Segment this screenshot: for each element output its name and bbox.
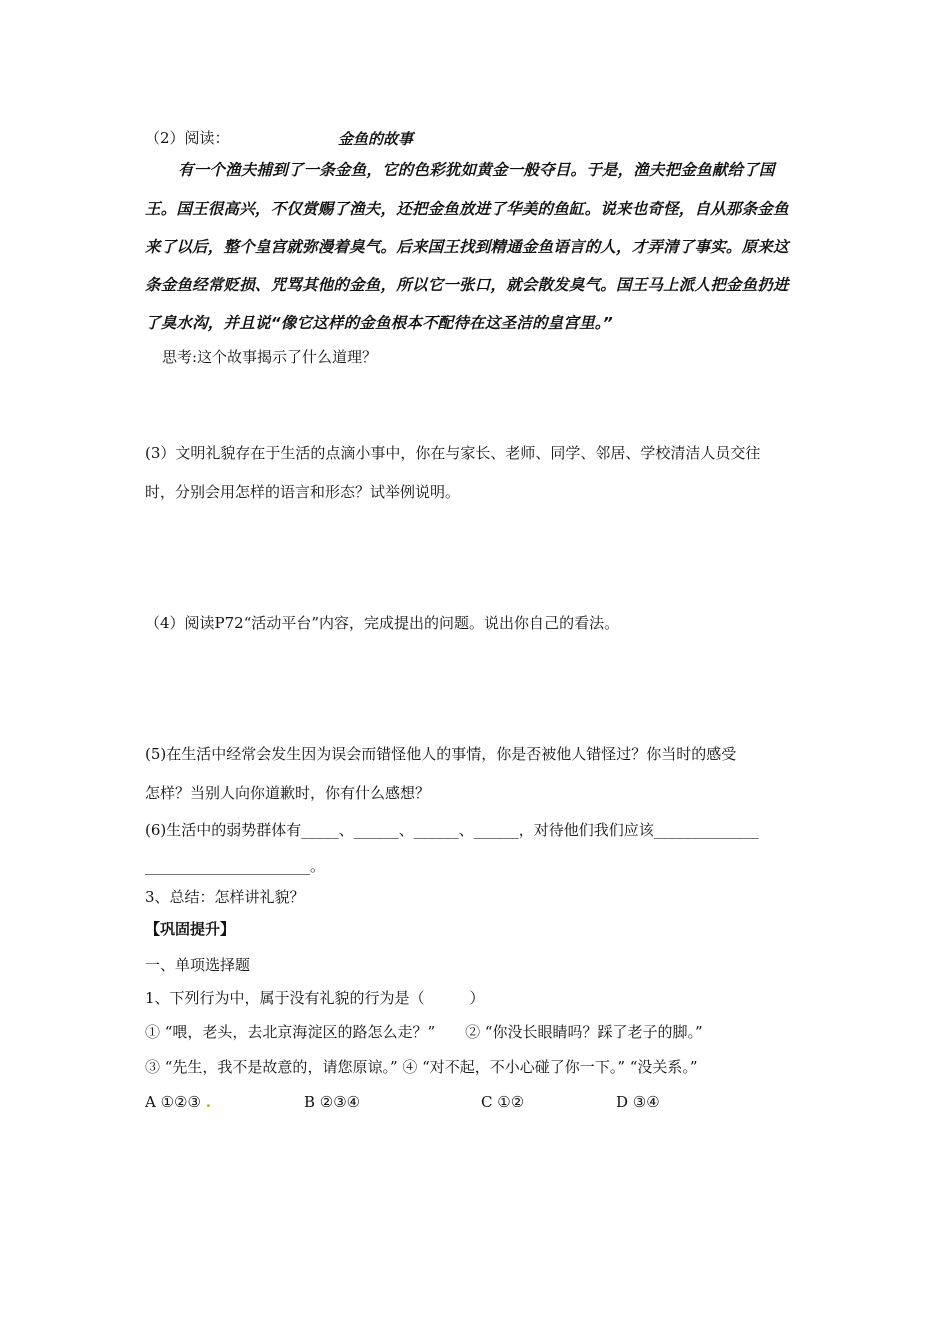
- q1-stem: 1、下列行为中，属于没有礼貌的行为是（ ）: [145, 989, 485, 1007]
- section4-line: （4）阅读P72“活动平台”内容，完成提出的问题。说出你自己的看法。: [145, 614, 620, 632]
- story-line: 条金鱼经常贬损、咒骂其他的金鱼，所以它一张口，就会散发臭气。国王马上派人把金鱼扔进: [145, 276, 789, 294]
- summary-question: 3、总结：怎样讲礼貌？: [145, 888, 305, 906]
- option-a: [145, 1093, 211, 1111]
- section3-line: (3）文明礼貌存在于生活的点滴小事中，你在与家长、老师、同学、邻居、学校清洁人员交往: [145, 444, 761, 462]
- section6-line: ______________________。: [145, 857, 326, 875]
- story-line: 王。国王很高兴，不仅赏赐了渔夫，还把金鱼放进了华美的鱼缸。说来也奇怪，自从那条金鱼: [145, 200, 789, 218]
- option-a-label: A ①②③: [145, 1093, 201, 1111]
- section5-line: (5)在生活中经常会发生因为误会而错怪他人的事情，你是否被他人错怪过？你当时的感受: [145, 745, 737, 763]
- section3-line: 时，分别会用怎样的语言和形态？试举例说明。: [145, 483, 461, 501]
- yellow-dot-mark: .: [205, 1093, 211, 1111]
- story-line: 了臭水沟，并且说“像它这样的金鱼根本不配待在这圣洁的皇宫里。”: [145, 314, 613, 332]
- section5-line: 怎样？当别人向你道歉时，你有什么感想？: [145, 784, 431, 802]
- option-d: D ③④: [616, 1093, 660, 1111]
- story-line: 有一个渔夫捕到了一条金鱼，它的色彩犹如黄金一般夺目。于是，渔夫把金鱼献给了国: [178, 161, 775, 179]
- mc-heading: 一、单项选择题: [145, 956, 251, 974]
- q1-choice-row: ① “喂，老头，去北京海淀区的路怎么走？” ② “你没长眼睛吗？踩了老子的脚。”: [145, 1023, 703, 1041]
- section6-line: (6)生活中的弱势群体有_____、______、______、______，对待他们我们应该______________: [145, 821, 759, 839]
- option-b: B ②③④: [304, 1093, 361, 1111]
- consolidate-heading: 【巩固提升】: [145, 920, 236, 938]
- option-c: C ①②: [481, 1093, 525, 1111]
- section2-label: （2）阅读：: [145, 129, 230, 147]
- story-line: 来了以后，整个皇宫就弥漫着臭气。后来国王找到精通金鱼语言的人，才弄清了事实。原来这: [145, 238, 789, 256]
- q1-choice-row: ③ “先生，我不是故意的，请您原谅。” ④ “对不起，不小心碰了你一下。” “没关系。”: [145, 1058, 698, 1076]
- story-title: 金鱼的故事: [338, 130, 414, 148]
- think-question: 思考:这个故事揭示了什么道理？: [162, 348, 378, 366]
